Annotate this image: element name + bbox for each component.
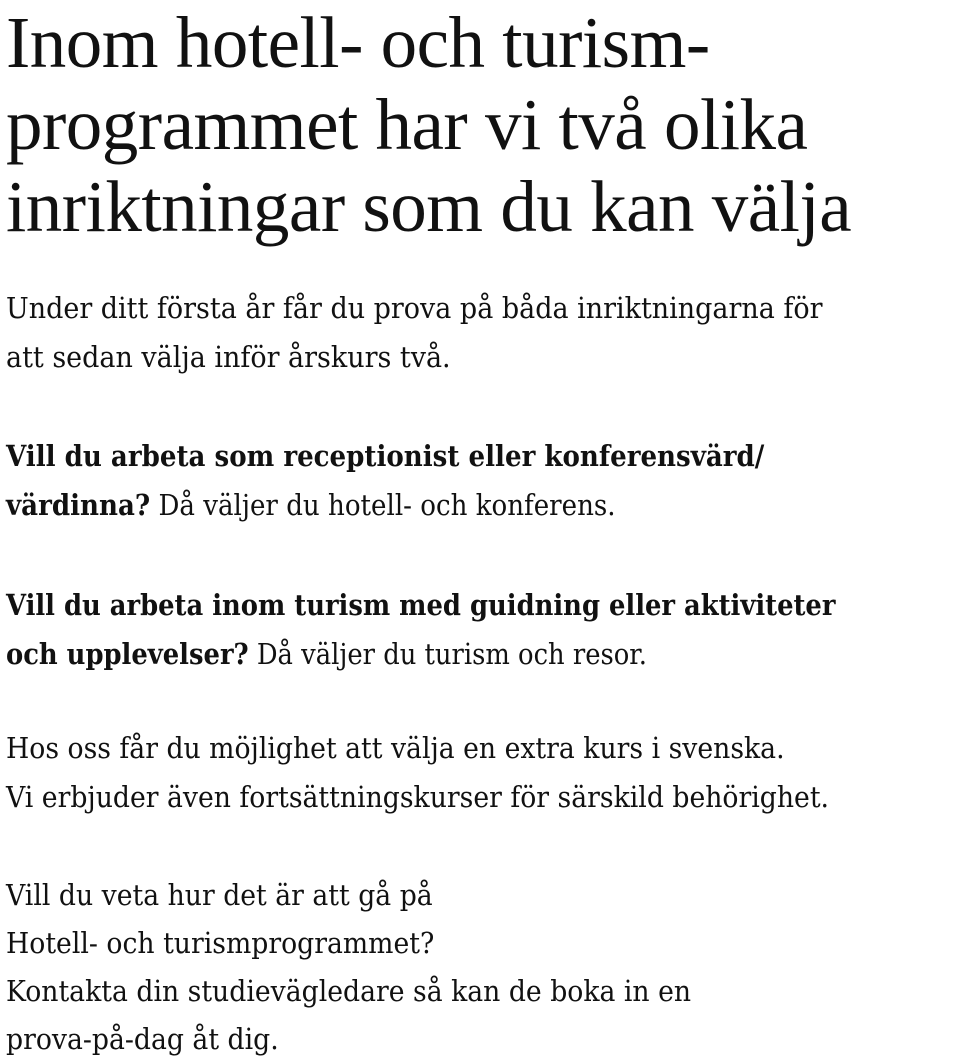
contact-paragraph	[6, 871, 880, 1063]
title-line: inriktningar som du kan välja	[6, 166, 852, 247]
text-line-bold: Vill du arbeta som receptionist eller konferensvärd/	[6, 439, 765, 473]
hotel-paragraph	[6, 432, 861, 530]
title-line: programmet har vi två olika	[6, 84, 808, 165]
text-line: Hos oss får du möjlighet att välja en extra kurs i svenska.	[6, 731, 785, 765]
document-page	[6, 0, 956, 1063]
title-line: Inom hotell- och turism-	[6, 2, 710, 83]
text-line-bold: Vill du arbeta inom turism med guidning eller aktiviteter	[6, 588, 836, 622]
answer-text: Då väljer du turism och resor.	[248, 637, 647, 671]
extra-courses-paragraph	[6, 724, 880, 822]
answer-text: Då väljer du hotell- och konferens.	[150, 488, 616, 522]
text-line: Under ditt första år får du prova på båda inriktningarna för	[6, 291, 823, 325]
text-line: att sedan välja inför årskurs två.	[6, 340, 451, 374]
text-line: Kontakta din studievägledare så kan de boka in en	[6, 974, 692, 1008]
text-line: prova-på-dag åt dig.	[6, 1022, 279, 1056]
text-line: Vill du veta hur det är att gå på	[6, 878, 433, 912]
bold-question: värdinna?	[6, 488, 151, 522]
bold-question: och upplevelser?	[6, 637, 249, 671]
text-line: Hotell- och turismprogrammet?	[6, 926, 435, 960]
text-line	[6, 481, 861, 530]
tourism-paragraph	[6, 581, 852, 679]
text-line	[6, 630, 852, 679]
text-line: Vi erbjuder även fortsättningskurser för särskild behörighet.	[6, 780, 830, 814]
intro-paragraph	[6, 284, 890, 382]
page-title	[6, 0, 956, 248]
